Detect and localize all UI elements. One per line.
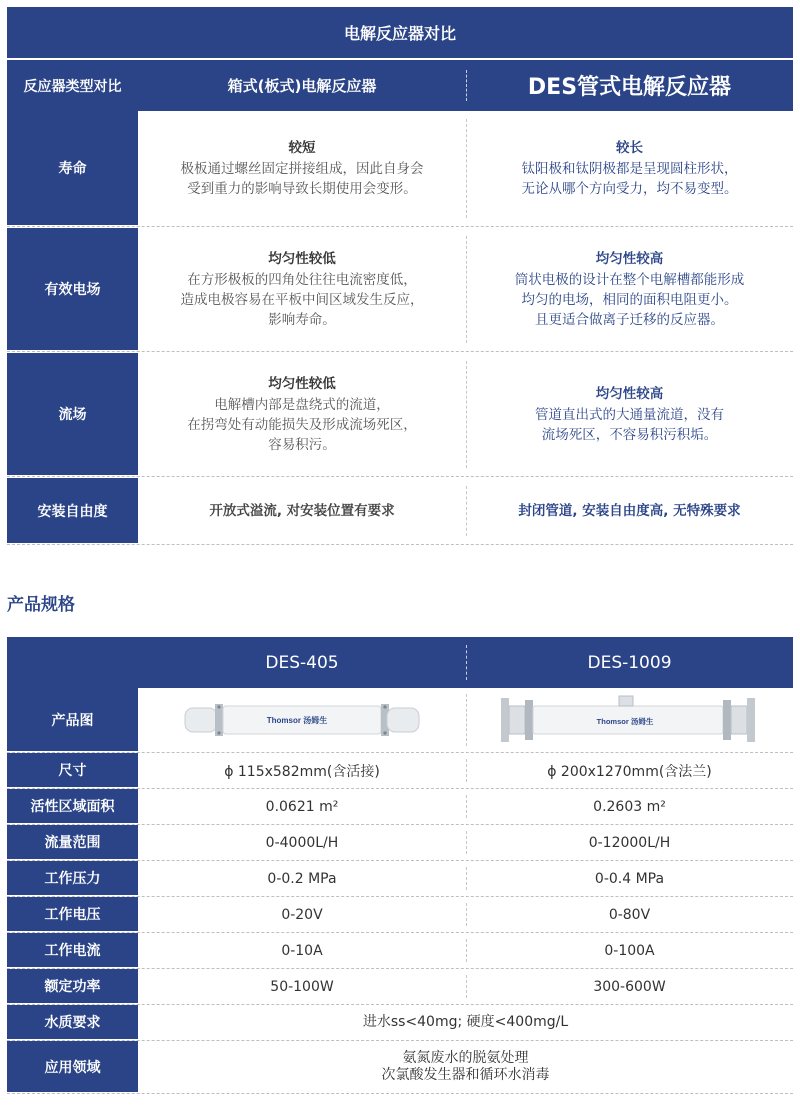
cell-des-lifespan <box>466 111 793 226</box>
spec-label: 产品图 <box>7 688 138 752</box>
spec-label: 流量范围 <box>7 825 138 860</box>
spec-row-active-area <box>7 789 793 825</box>
spec-row-current <box>7 933 793 969</box>
spec-row-size <box>7 753 793 789</box>
cell-box-electric-field <box>138 228 466 351</box>
spec-header-row <box>7 637 793 688</box>
spec-value-left: 0-10A <box>281 942 323 959</box>
spec-row-product-image <box>7 688 793 753</box>
spec-value-right: 0-80V <box>608 906 651 923</box>
comparison-row-electric-field <box>7 228 793 352</box>
spec-label: 尺寸 <box>7 753 138 788</box>
spec-table <box>7 637 793 1094</box>
reactor-large-image <box>495 692 765 748</box>
cell-line: 钛阳极和钛阴极都是呈现圆柱形状， <box>521 161 738 177</box>
cell-title: 较长 <box>616 140 643 156</box>
spec-label: 活性区域面积 <box>7 789 138 824</box>
product-image-des-1009 <box>466 688 793 752</box>
cell-des-electric-field <box>466 228 793 351</box>
spec-value-right: 0-100A <box>604 942 655 959</box>
cell-line: 容易积污。 <box>268 437 336 453</box>
spec-label: 水质要求 <box>7 1005 138 1040</box>
cell-line: 电解槽内部是盘绕式的流道， <box>214 397 390 413</box>
spec-value-left: 0.0621 m² <box>265 798 339 815</box>
cell-line: 影响寿命。 <box>268 312 336 328</box>
row-label: 流场 <box>7 353 138 476</box>
header-label: 反应器类型对比 <box>23 78 122 95</box>
reactor-small-image <box>177 695 427 745</box>
spec-value-right: 300-600W <box>593 978 666 995</box>
spec-value-right: 0-0.4 MPa <box>594 870 665 887</box>
spec-value-right: 0.2603 m² <box>593 798 666 815</box>
row-label: 安装自由度 <box>7 478 138 544</box>
spec-row-flow-range <box>7 825 793 861</box>
comparison-row-installation <box>7 478 793 545</box>
product-brand-label: Thomsor 汤姆生 <box>266 716 328 725</box>
spec-row-voltage <box>7 897 793 933</box>
cell-title: 均匀性较低 <box>268 376 336 392</box>
product-brand-label: Thomsor 汤姆生 <box>596 717 653 726</box>
cell-des-flow-field <box>466 353 793 476</box>
application-line: 氨氮废水的脱氨处理 <box>402 1050 529 1066</box>
cell-line: 无论从哪个方向受力，均不易变型。 <box>521 181 738 197</box>
spec-value-right: ϕ 200x1270mm(含法兰) <box>547 763 712 780</box>
cell-line: 管道直出式的大通量流道，没有 <box>535 407 724 423</box>
cell-title: 较短 <box>288 140 316 156</box>
cell-title: 均匀性较高 <box>595 251 664 267</box>
spec-value-left: 0-0.2 MPa <box>267 870 337 887</box>
model-des-1009: DES-1009 <box>587 652 672 673</box>
spec-value-left: 50-100W <box>270 978 334 995</box>
spec-value-left: ϕ 115x582mm(含活接) <box>224 763 380 780</box>
cell-title: 均匀性较高 <box>595 386 664 402</box>
cell-box-flow-field <box>138 353 466 476</box>
comparison-row-lifespan <box>7 111 793 227</box>
application-line: 次氯酸发生器和循环水消毒 <box>381 1067 550 1083</box>
comparison-row-flow-field <box>7 353 793 477</box>
header-des-reactor: DES管式电解反应器 <box>527 75 732 100</box>
cell-title: 均匀性较低 <box>268 251 336 267</box>
spec-value-left: 0-4000L/H <box>265 834 339 851</box>
spec-label: 额定功率 <box>7 969 138 1004</box>
spec-row-application <box>7 1041 793 1094</box>
comparison-title: 电解反应器对比 <box>7 7 793 58</box>
spec-value-left: 0-20V <box>281 906 323 923</box>
spec-label: 工作压力 <box>7 861 138 896</box>
cell-line: 均匀的电场，相同的面积电阻更小。 <box>521 292 738 308</box>
cell-line: 且更适合做离子迁移的反应器。 <box>535 312 724 328</box>
spec-row-pressure <box>7 861 793 897</box>
header-box-reactor: 箱式(板式)电解反应器 <box>227 77 377 95</box>
cell-line: 在方形极板的四角处往往电流密度低， <box>187 272 417 288</box>
cell-des-installation: 封闭管道, 安装自由度高, 无特殊要求 <box>518 503 741 519</box>
spec-row-water-quality <box>7 1005 793 1041</box>
spec-value-full <box>138 1041 793 1093</box>
spec-section-heading: 产品规格 <box>7 595 75 615</box>
cell-line: 流场死区，不容易积污积垢。 <box>541 427 718 443</box>
product-image-des-405 <box>138 688 466 752</box>
comparison-header-row <box>7 60 793 111</box>
cell-line: 极板通过螺丝固定拼接组成，因此自身会 <box>180 161 424 177</box>
cell-line: 筒状电极的设计在整个电解槽都能形成 <box>514 272 745 288</box>
cell-line: 受到重力的影响导致长期使用会变形。 <box>187 181 417 197</box>
spec-value-right: 0-12000L/H <box>588 834 671 851</box>
spec-label: 工作电压 <box>7 897 138 932</box>
spec-label: 应用领域 <box>7 1041 138 1093</box>
spec-row-rated-power <box>7 969 793 1005</box>
spec-header-blank <box>7 637 138 688</box>
cell-box-installation: 开放式溢流, 对安装位置有要求 <box>209 503 395 519</box>
cell-line: 在拐弯处有动能损失及形成流场死区， <box>187 417 417 433</box>
spec-value-full: 进水ss<40mg; 硬度<400mg/L <box>362 1014 569 1030</box>
cell-box-lifespan <box>138 111 466 226</box>
cell-line: 造成电极容易在平板中间区域发生反应， <box>180 292 424 308</box>
spec-label: 工作电流 <box>7 933 138 968</box>
model-des-405: DES-405 <box>265 652 339 673</box>
row-label: 寿命 <box>7 111 138 226</box>
row-label: 有效电场 <box>7 228 138 351</box>
